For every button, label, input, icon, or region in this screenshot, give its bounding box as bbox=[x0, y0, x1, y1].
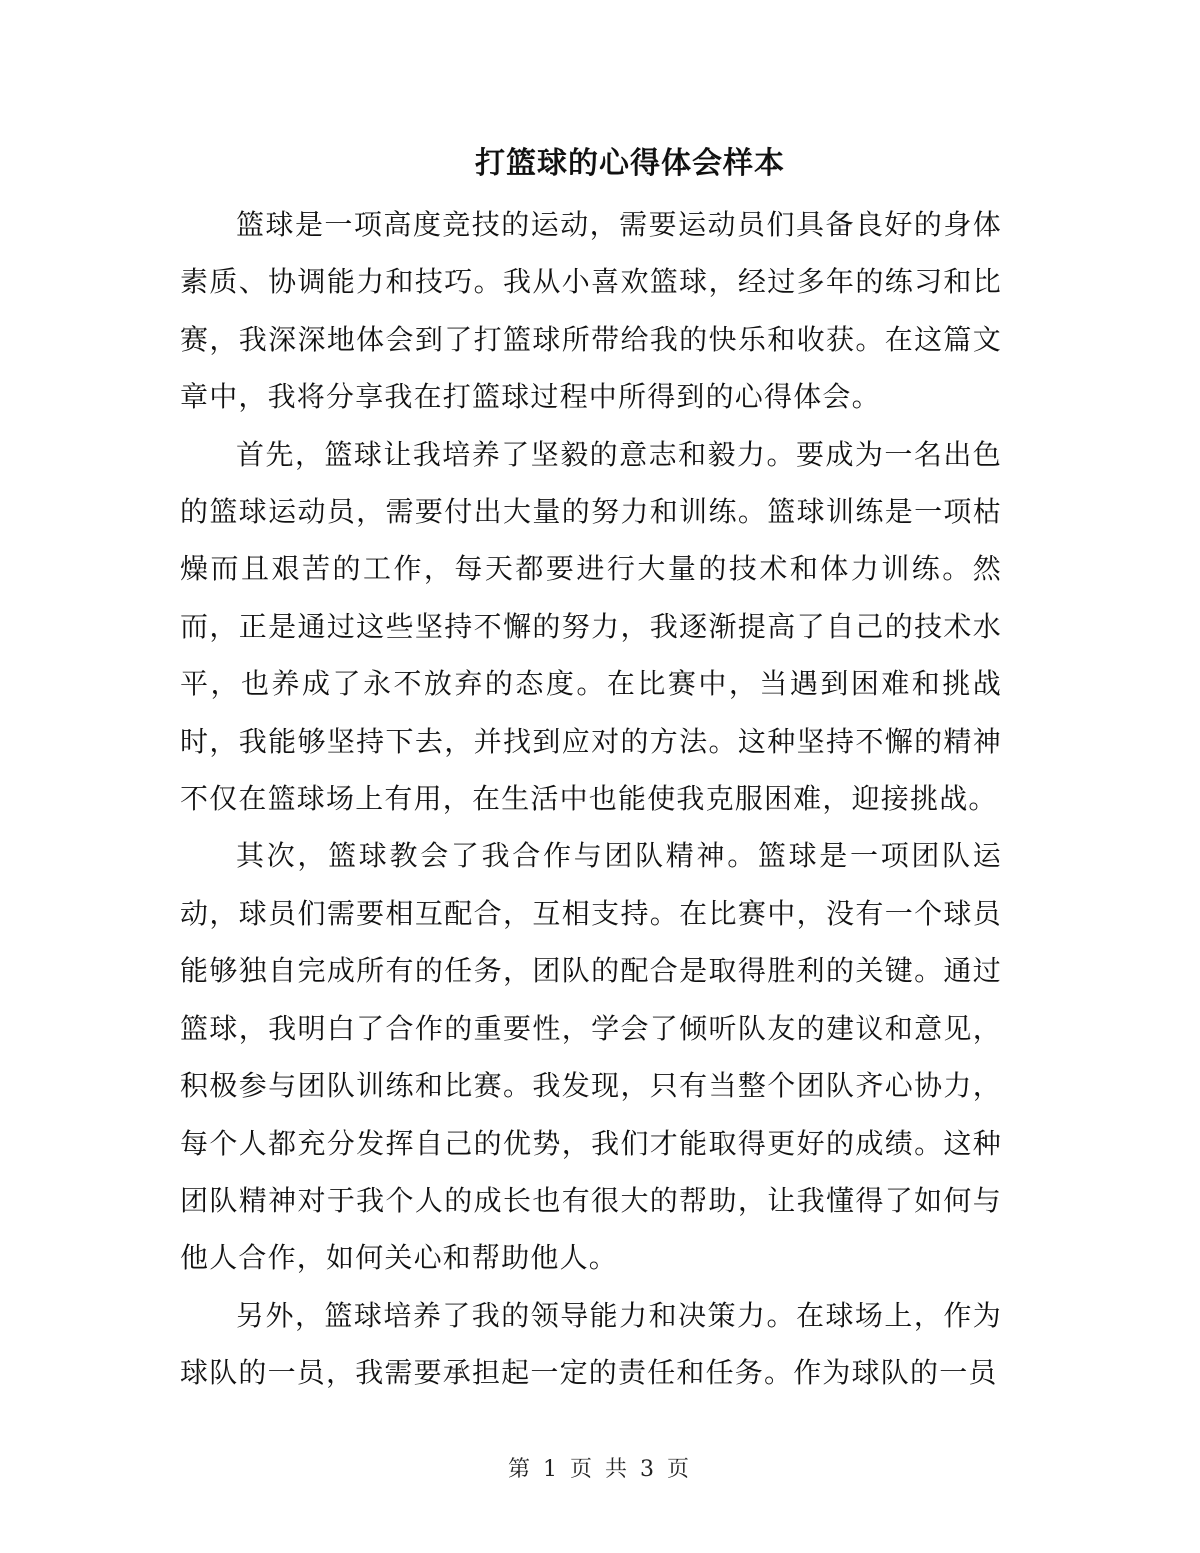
page-footer: 第 1 页 共 3 页 bbox=[508, 1457, 692, 1482]
document-title: 打篮球的心得体会样本 bbox=[475, 146, 785, 181]
paragraph-intro: 篮球是一项高度竞技的运动，需要运动员们具备良好的身体素质、协调能力和技巧。我从小喜欢篮球，经过多年的练习和比赛，我深深地体会到了打篮球所带给我的快乐和收获。在这篇文章中，我将分享我在打篮球过程中所得到的心得体会。 bbox=[180, 208, 1002, 414]
paragraph-teamwork: 其次，篮球教会了我合作与团队精神。篮球是一项团队运动，球员们需要相互配合，互相支持。在比赛中，没有一个球员能够独自完成所有的任务，团队的配合是取得胜利的关键。通过篮球，我明白了合作的重要性，学会了倾听队友的建议和意见，积极参与团队训练和比赛。我发现，只有当整个团队齐心协力，每个人都充分发挥自己的优势，我们才能取得更好的成绩。这种团队精神对于我个人的成长也有很大的帮助，让我懂得了如何与他人合作，如何关心和帮助他人。 bbox=[180, 839, 1002, 1275]
paragraph-perseverance: 首先，篮球让我培养了坚毅的意志和毅力。要成为一名出色的篮球运动员，需要付出大量的努力和训练。篮球训练是一项枯燥而且艰苦的工作，每天都要进行大量的技术和体力训练。然而，正是通过这些坚持不懈的努力，我逐渐提高了自己的技术水平，也养成了永不放弃的态度。在比赛中，当遇到困难和挑战时，我能够坚持下去，并找到应对的方法。这种坚持不懈的精神不仅在篮球场上有用，在生活中也能使我克服困难，迎接挑战。 bbox=[180, 437, 1002, 816]
paragraph-leadership: 另外，篮球培养了我的领导能力和决策力。在球场上，作为球队的一员，我需要承担起一定的责任和任务。作为球队的一员 bbox=[180, 1298, 1002, 1390]
document-body bbox=[180, 196, 1002, 1402]
